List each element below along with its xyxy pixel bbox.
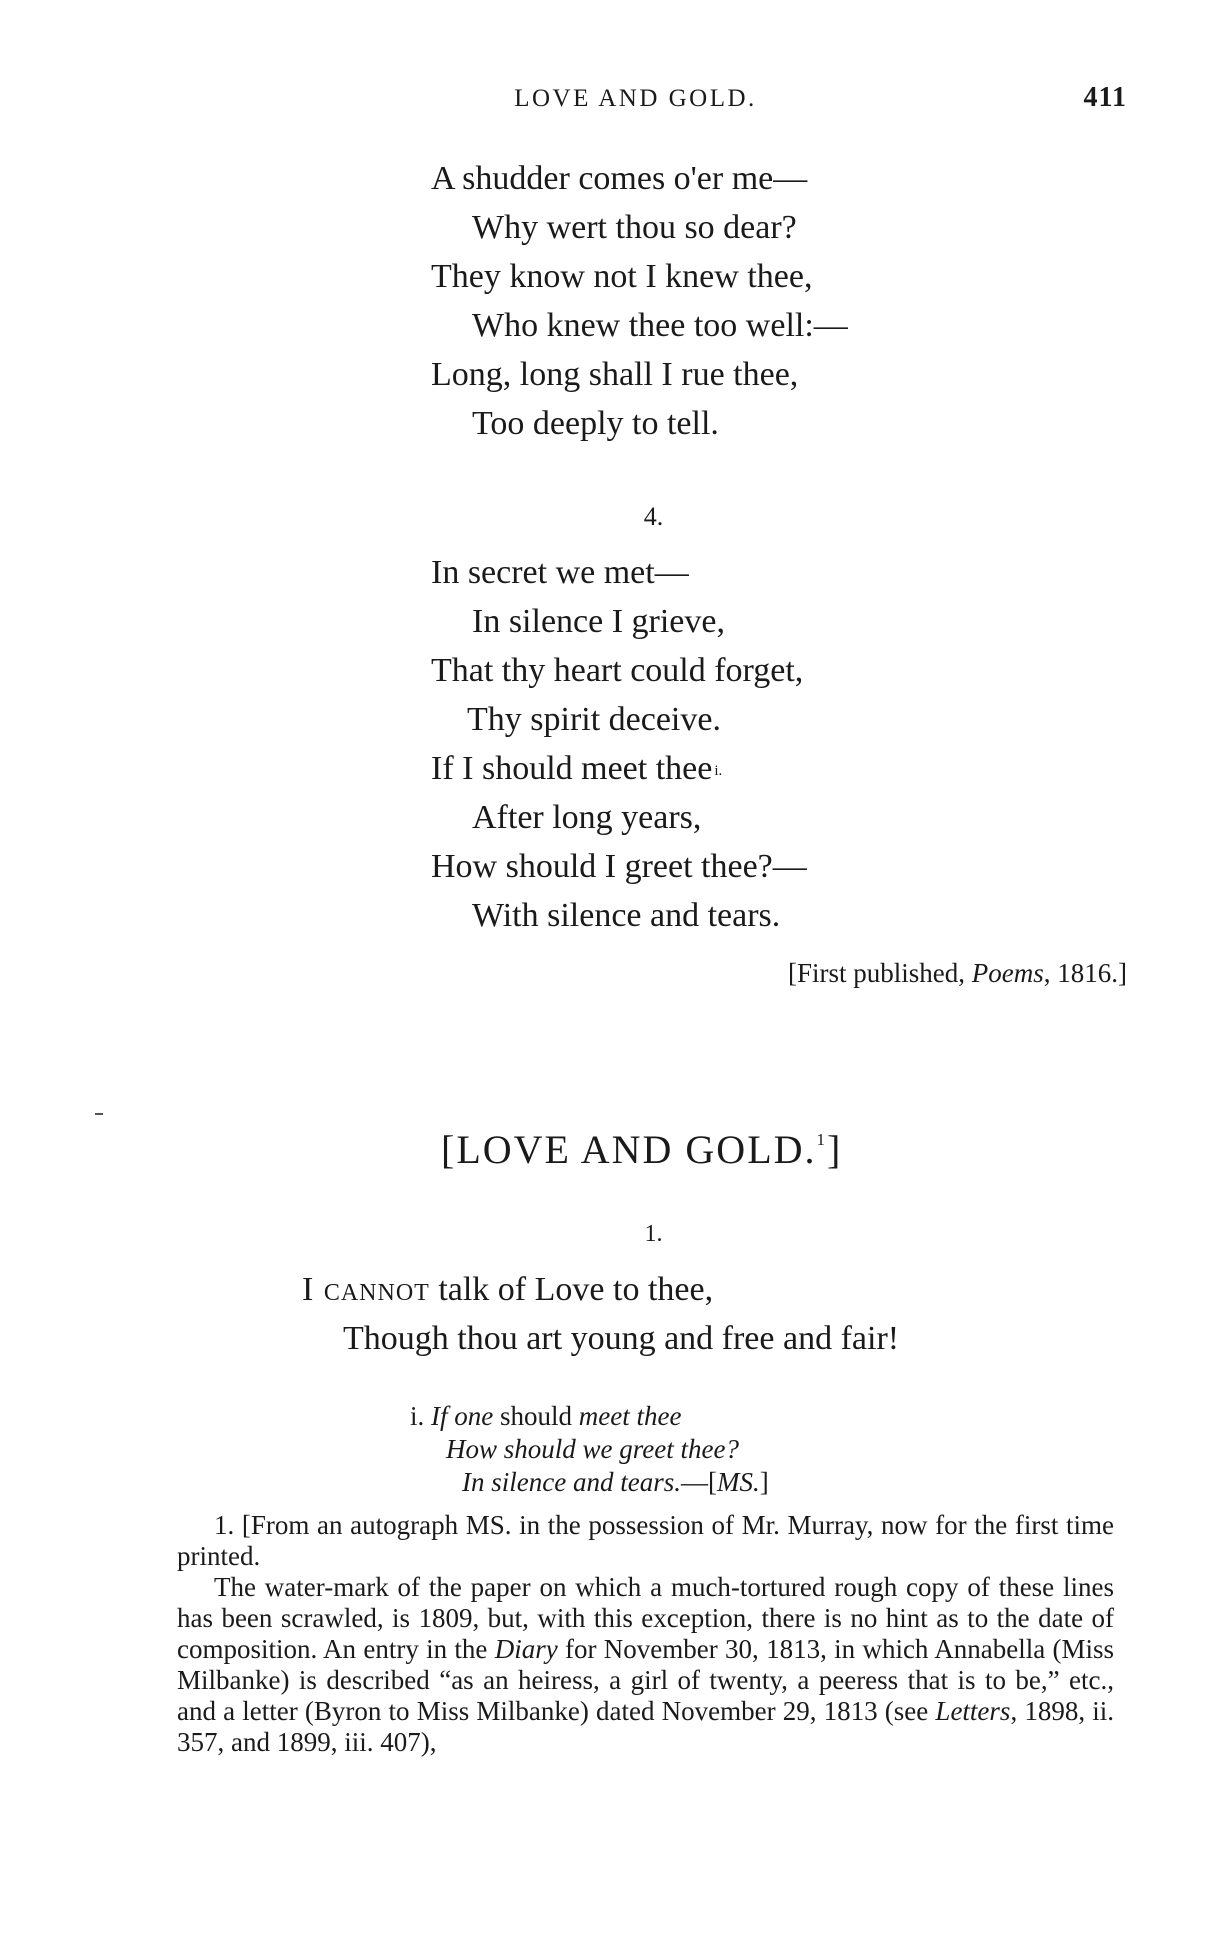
variant-text: MS. xyxy=(716,1467,760,1497)
verse-line: Though thou art young and free and fair! xyxy=(343,1320,900,1357)
verse-line: That thy heart could forget, xyxy=(431,652,804,689)
variant-text: ] xyxy=(759,1467,769,1497)
title-footnote-ref: 1 xyxy=(816,1130,828,1149)
section-number: 1. xyxy=(644,1221,663,1247)
verse-line: Why wert thou so dear? xyxy=(472,209,797,246)
footnote-italic: Diary xyxy=(494,1634,558,1664)
variant-text: —[ xyxy=(680,1467,717,1497)
verse-line: Too deeply to tell. xyxy=(472,405,719,442)
footnote-italic: Letters xyxy=(935,1696,1011,1726)
variant-text: In silence and tears. xyxy=(462,1467,681,1497)
verse-line: Who knew thee too well:— xyxy=(472,307,848,344)
verse-text: talk of Love to thee, xyxy=(429,1271,714,1308)
margin-mark xyxy=(95,1113,103,1115)
verse-text: If I should meet thee xyxy=(431,750,713,787)
stanza-number: 4. xyxy=(643,502,664,531)
footnote-text: The water-mark of the paper on which a much-tortured rough copy of these lines has been scrawled, is 1809, but, with this exception, there is no hint as to the date of composition. An entry in the xyxy=(177,1572,1114,1664)
footnote-text: , 1898, ii. 357, and 1899, iii. 407), xyxy=(177,1696,1114,1757)
stanza-4 xyxy=(431,548,807,940)
publication-attribution xyxy=(788,958,1127,989)
verse-line: How should I greet thee?— xyxy=(431,848,807,885)
page-number: 411 xyxy=(1083,82,1127,113)
footnote-paragraph: 1. [From an autograph MS. in the possession of Mr. Murray, now for the first time printed. xyxy=(177,1510,1114,1571)
verse-line xyxy=(302,1265,899,1314)
verse-line-with-note xyxy=(431,744,807,793)
poem-title-close: ] xyxy=(827,1127,843,1172)
variant-line xyxy=(410,1433,769,1466)
verse-line: Thy spirit deceive. xyxy=(467,701,721,738)
variant-text: How should we greet thee? xyxy=(446,1434,739,1464)
verse-line: In silence I grieve, xyxy=(472,603,725,640)
variant-text: If one xyxy=(431,1401,494,1431)
variant-line xyxy=(410,1400,769,1433)
variant-marker: i. xyxy=(714,763,723,779)
smallcaps-opening: I cannot xyxy=(302,1271,430,1308)
variant-label: i. xyxy=(410,1401,432,1431)
stanza-3 xyxy=(431,154,848,448)
verse-line: With silence and tears. xyxy=(472,897,781,934)
verse-line: A shudder comes o'er me— xyxy=(431,160,808,197)
attribution-suffix: , 1816.] xyxy=(1043,958,1127,988)
footnote-paragraph xyxy=(177,1572,1114,1758)
poem-opening xyxy=(302,1265,899,1363)
variant-reading xyxy=(410,1400,769,1499)
running-title: LOVE AND GOLD. xyxy=(514,85,757,112)
variant-text: meet thee xyxy=(578,1401,682,1431)
poem-title xyxy=(441,1126,842,1173)
variant-text: should xyxy=(493,1401,579,1431)
footnote-text: for November 30, 1813, in which Annabella (Miss Milbanke) is described “as an heiress, a girl of twenty, a peeress that is to be,” etc., and a letter (Byron to Miss Milbanke) dated November 29, 1813 (see xyxy=(177,1634,1114,1726)
attribution-work: Poems xyxy=(971,958,1044,988)
poem-title-text: [LOVE AND GOLD. xyxy=(441,1127,817,1172)
footnote xyxy=(177,1510,1114,1758)
verse-line: After long years, xyxy=(472,799,702,836)
attribution-prefix: [First published, xyxy=(788,958,972,988)
verse-line: Long, long shall I rue thee, xyxy=(431,356,799,393)
verse-line: They know not I knew thee, xyxy=(431,258,813,295)
variant-line xyxy=(410,1466,769,1499)
verse-line: In secret we met— xyxy=(431,554,689,591)
